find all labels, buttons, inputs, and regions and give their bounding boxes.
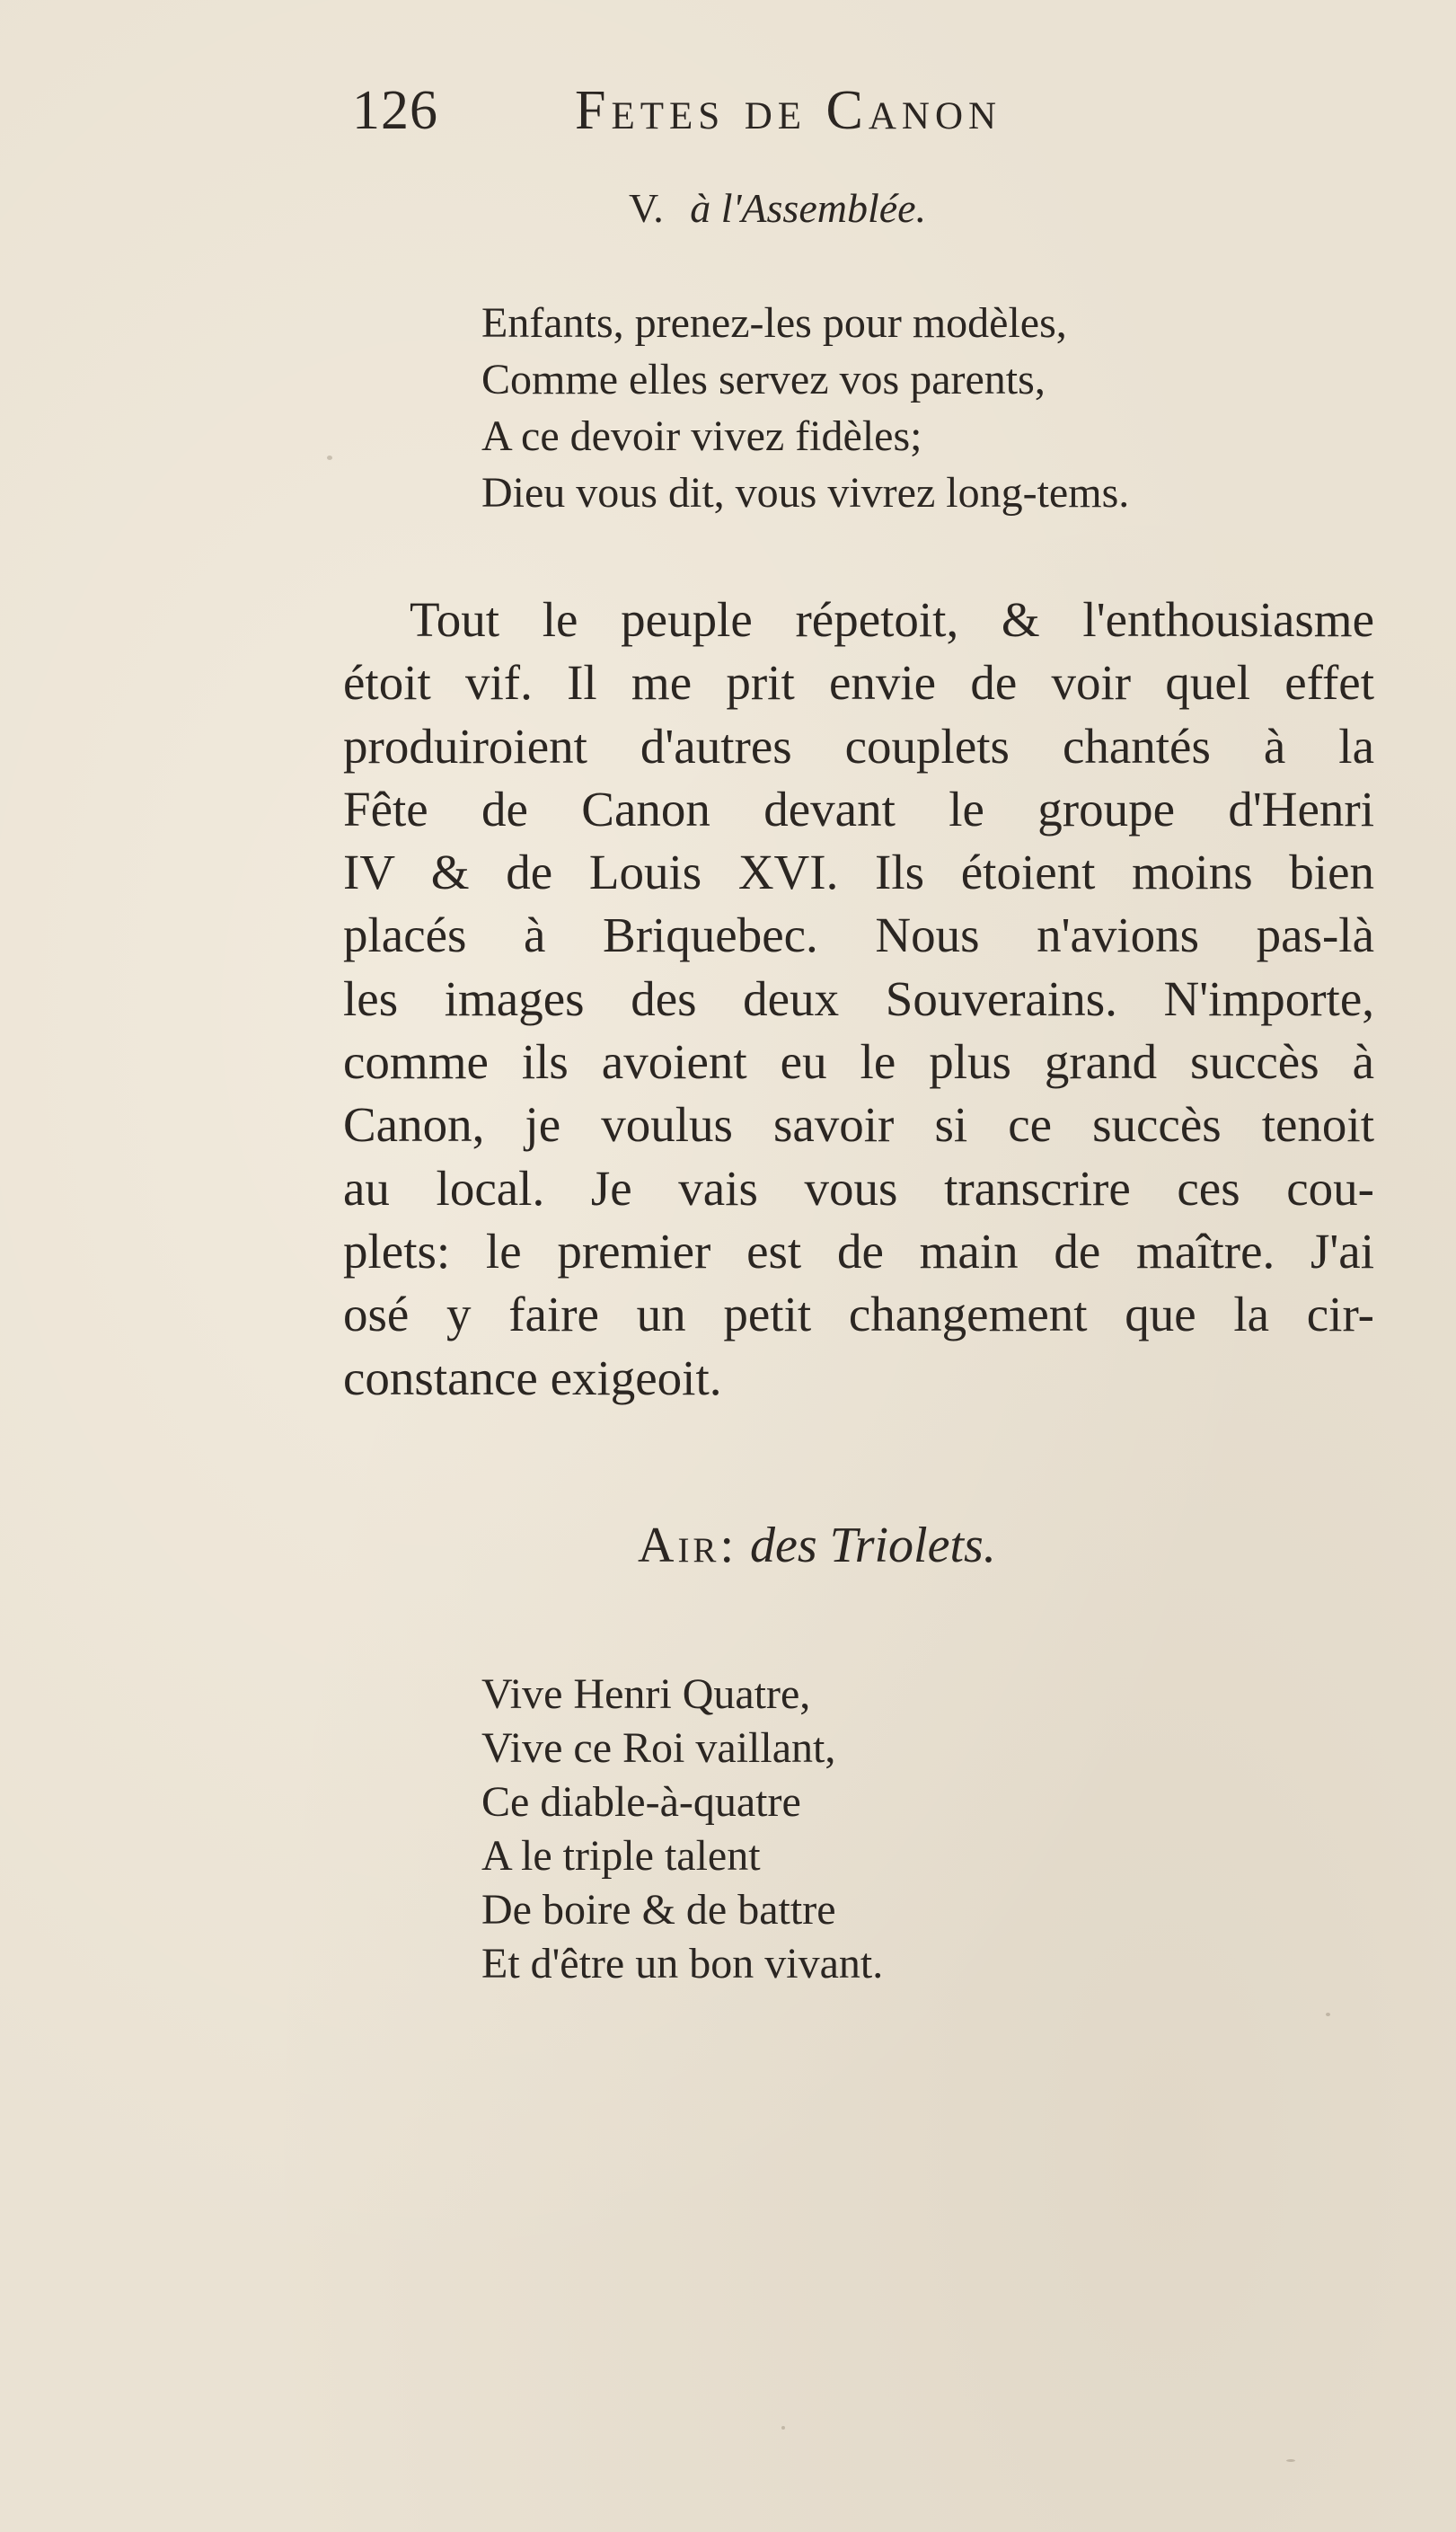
prose-line: étoit vif. Il me prit envie de voir quel effet bbox=[343, 655, 1374, 711]
air-title: des Triolets. bbox=[750, 1518, 996, 1573]
verse-line: Et d'être un bon vivant. bbox=[481, 1940, 884, 1988]
verse-line: Ce diable-à-quatre bbox=[481, 1778, 801, 1826]
section-subhead bbox=[629, 184, 926, 232]
verse-line: A ce devoir vivez fidèles; bbox=[481, 412, 922, 460]
prose-line: placés à Briquebec. Nous n'avions pas-là bbox=[343, 907, 1374, 963]
paper-speck bbox=[327, 456, 332, 460]
verse-stanza-2 bbox=[481, 1670, 884, 1996]
prose-line: plets: le premier est de main de maître. J'ai bbox=[343, 1223, 1374, 1279]
verse-line: Comme elles servez vos parents, bbox=[481, 356, 1046, 403]
air-label: Air: bbox=[638, 1518, 737, 1573]
section-title: à l'Assemblée. bbox=[690, 185, 927, 231]
prose-line: au local. Je vais vous transcrire ces cou- bbox=[343, 1160, 1374, 1216]
paper-speck bbox=[781, 2426, 785, 2430]
page-header bbox=[0, 79, 1456, 160]
verse-line: De boire & de battre bbox=[481, 1886, 836, 1934]
verse-stanza-1 bbox=[481, 299, 1130, 528]
prose-line: Fête de Canon devant le groupe d'Henri bbox=[343, 781, 1374, 837]
prose-line: Canon, je voulus savoir si ce succès tenoit bbox=[343, 1097, 1374, 1153]
prose-line: comme ils avoient eu le plus grand succès à bbox=[343, 1034, 1374, 1090]
paper-speck bbox=[1286, 2459, 1295, 2462]
prose-paragraph bbox=[343, 589, 1374, 1410]
verse-line: Vive Henri Quatre, bbox=[481, 1670, 811, 1718]
prose-line: IV & de Louis XVI. Ils étoient moins bien bbox=[343, 845, 1374, 900]
prose-line: Tout le peuple répetoit, & l'enthousiasme bbox=[410, 592, 1374, 647]
air-heading bbox=[638, 1517, 996, 1574]
verse-line: A le triple talent bbox=[481, 1832, 761, 1880]
prose-line: les images des deux Souverains. N'importe, bbox=[343, 970, 1374, 1026]
prose-line: osé y faire un petit changement que la cir- bbox=[343, 1287, 1374, 1342]
section-number: V. bbox=[629, 185, 664, 231]
page-number: 126 bbox=[352, 80, 438, 141]
verse-line: Vive ce Roi vaillant, bbox=[481, 1724, 836, 1772]
running-head: Fetes de Canon bbox=[575, 80, 1002, 141]
prose-line: constance exigeoit. bbox=[343, 1350, 722, 1405]
prose-line: produiroient d'autres couplets chantés à la bbox=[343, 718, 1374, 774]
paper-speck bbox=[1326, 2013, 1330, 2016]
verse-line: Dieu vous dit, vous vivrez long-tems. bbox=[481, 469, 1130, 517]
verse-line: Enfants, prenez-les pour modèles, bbox=[481, 299, 1067, 347]
